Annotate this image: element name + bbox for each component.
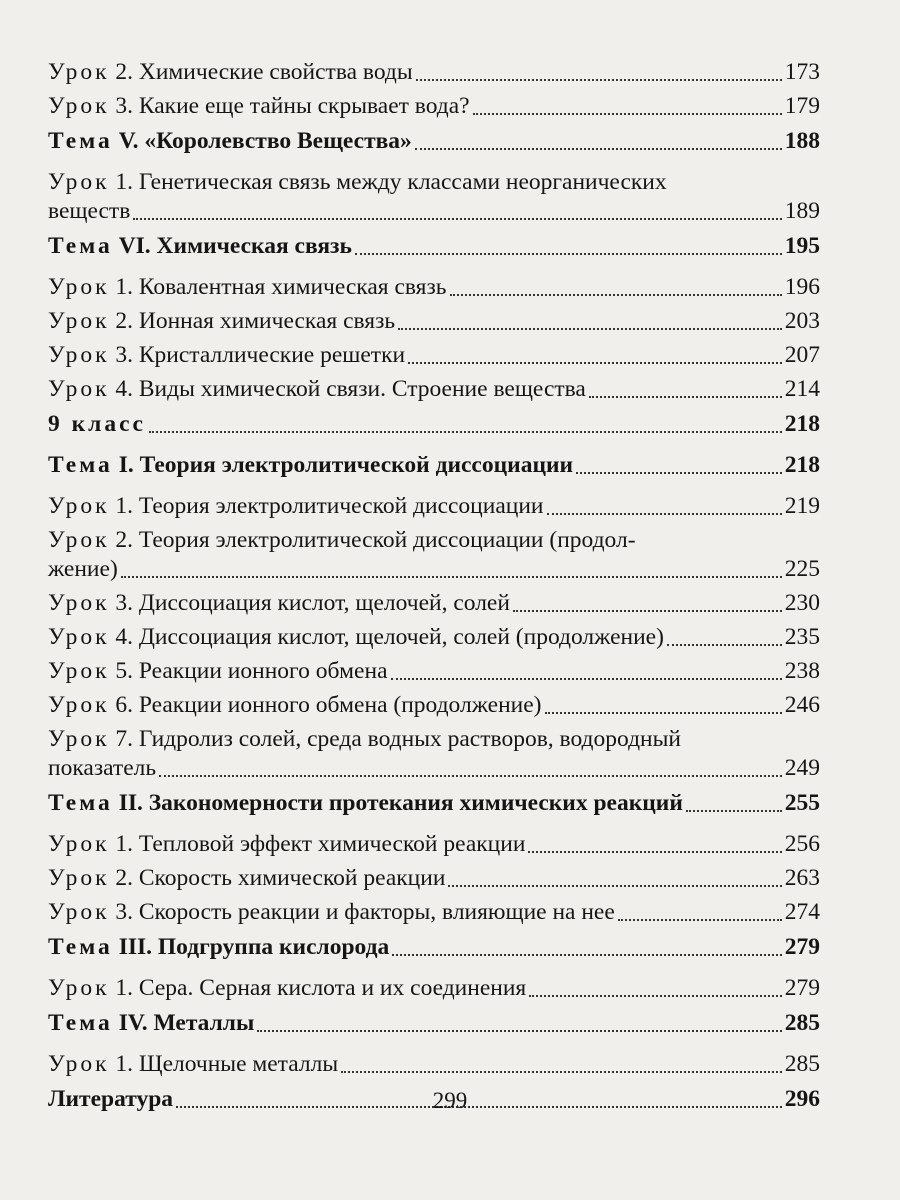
dot-leader xyxy=(545,712,782,714)
dot-leader xyxy=(355,253,782,255)
toc-lesson-entry xyxy=(48,492,820,521)
toc-entry-title xyxy=(48,691,542,720)
toc-entry-title xyxy=(48,341,405,370)
toc-entry-title xyxy=(48,898,615,927)
toc-entry-prefix: Урок xyxy=(48,342,110,368)
dot-leader xyxy=(618,919,782,921)
toc-entry-prefix: Урок xyxy=(48,624,110,650)
toc-lesson-entry xyxy=(48,168,820,226)
toc-entry-title xyxy=(48,726,681,752)
toc-entry-text: 2. Химические свойства воды xyxy=(115,59,413,85)
toc-entry-prefix: Урок xyxy=(48,93,110,119)
toc-entry-text: 3. Какие еще тайны скрывает вода? xyxy=(115,93,470,119)
dot-leader xyxy=(392,954,782,956)
toc-entry-title xyxy=(48,169,667,195)
toc-entry-prefix: Урок xyxy=(48,376,110,402)
toc-entry-title xyxy=(48,864,445,893)
dot-leader xyxy=(450,294,782,296)
toc-lesson-entry xyxy=(48,526,820,584)
toc-entry-text: 1. Тепловой эффект химической реакции xyxy=(115,831,526,857)
toc-lesson-entry xyxy=(48,623,820,652)
toc-entry-line xyxy=(48,555,820,584)
toc-entry-text: 1. Ковалентная химическая связь xyxy=(115,274,447,300)
toc-entry-text: 2. Скорость химической реакции xyxy=(115,865,446,891)
toc-entry-text: 6. Реакции ионного обмена (продолжение) xyxy=(115,692,542,718)
toc-page-number: 285 xyxy=(784,1051,820,1077)
dot-leader xyxy=(133,218,781,220)
toc-lesson-entry xyxy=(48,974,820,1003)
toc-lesson-entry xyxy=(48,341,820,370)
toc-section-heading xyxy=(48,1009,820,1038)
toc-page-number: 279 xyxy=(784,934,820,960)
toc-entry-prefix: Урок xyxy=(48,975,110,1001)
toc-page-number: 195 xyxy=(784,233,820,259)
toc-page-number: 219 xyxy=(784,493,820,519)
toc-lesson-entry xyxy=(48,92,820,121)
dot-leader xyxy=(159,775,782,777)
toc-lesson-entry xyxy=(48,273,820,302)
toc-entry-title xyxy=(48,232,352,261)
toc-entry-title xyxy=(48,410,146,439)
dot-leader xyxy=(257,1030,781,1032)
toc-page-number: 296 xyxy=(784,1086,820,1112)
toc-entry-title xyxy=(48,492,544,521)
toc-entry-prefix: Урок xyxy=(48,831,110,857)
toc-lesson-entry xyxy=(48,589,820,618)
toc-entry-prefix: Урок xyxy=(48,59,110,85)
toc-entry-text: показатель xyxy=(48,755,157,781)
toc-entry-text: 3. Кристаллические решетки xyxy=(115,342,406,368)
toc-page-number: 207 xyxy=(784,342,820,368)
toc-entry-line xyxy=(48,197,820,226)
toc-page-number: 255 xyxy=(784,790,820,816)
toc-entry-title xyxy=(48,58,413,87)
toc-entry-title xyxy=(48,589,510,618)
toc-entry-prefix: Урок xyxy=(48,169,110,195)
toc-entry-prefix: Урок xyxy=(48,865,110,891)
toc-section-heading xyxy=(48,232,820,261)
toc-page-number: 230 xyxy=(784,590,820,616)
toc-page-number: 279 xyxy=(784,975,820,1001)
toc-lesson-entry xyxy=(48,830,820,859)
toc-entry-text: I. Теория электролитической диссоциации xyxy=(118,452,574,478)
toc-lesson-entry xyxy=(48,898,820,927)
toc-entry-prefix: Тема xyxy=(48,1010,113,1036)
toc-entry-prefix: Урок xyxy=(48,274,110,300)
toc-section-heading xyxy=(48,933,820,962)
toc-entry-text: 4. Диссоциация кислот, щелочей, солей (продолжение) xyxy=(115,624,664,650)
dot-leader xyxy=(416,79,782,81)
toc-entry-text: 2. Ионная химическая связь xyxy=(115,308,396,334)
toc-lesson-entry xyxy=(48,725,820,783)
toc-entry-prefix: Тема xyxy=(48,452,113,478)
page-number: 299 xyxy=(432,1088,468,1113)
toc-section-heading xyxy=(48,127,820,156)
table-of-contents xyxy=(48,58,820,1126)
toc-entry-text: IV. Металлы xyxy=(118,1010,255,1036)
toc-entry-text: 1. Генетическая связь между классами неорганических xyxy=(115,169,667,195)
toc-entry-prefix: Урок xyxy=(48,726,110,752)
toc-page-number: 225 xyxy=(784,556,820,582)
dot-leader xyxy=(513,610,782,612)
toc-page-number: 179 xyxy=(784,93,820,119)
toc-entry-prefix: Урок xyxy=(48,527,110,553)
toc-entry-title xyxy=(48,1009,254,1038)
toc-section-heading xyxy=(48,451,820,480)
toc-entry-prefix: 9 класс xyxy=(48,411,146,437)
toc-page-number: 263 xyxy=(784,865,820,891)
toc-lesson-entry xyxy=(48,864,820,893)
dot-leader xyxy=(121,576,782,578)
toc-entry-title xyxy=(48,974,526,1003)
toc-entry-title xyxy=(48,273,447,302)
dot-leader xyxy=(547,513,782,515)
dot-leader xyxy=(149,431,782,433)
toc-page-number: 249 xyxy=(784,755,820,781)
toc-entry-text: 7. Гидролиз солей, среда водных растворов, водородный xyxy=(115,726,681,752)
toc-entry-line xyxy=(48,526,820,555)
toc-entry-text: II. Закономерности протекания химических реакций xyxy=(118,790,683,816)
toc-entry-prefix: Тема xyxy=(48,128,113,154)
dot-leader xyxy=(667,644,782,646)
toc-entry-prefix: Урок xyxy=(48,692,110,718)
toc-page-number: 285 xyxy=(784,1010,820,1036)
toc-page-number: 188 xyxy=(784,128,820,154)
toc-section-heading xyxy=(48,789,820,818)
toc-entry-prefix: Урок xyxy=(48,590,110,616)
toc-entry-text: III. Подгруппа кислорода xyxy=(118,934,390,960)
toc-entry-prefix: Урок xyxy=(48,899,110,925)
toc-entry-text: 1. Щелочные металлы xyxy=(115,1051,339,1077)
dot-leader xyxy=(398,328,782,330)
toc-entry-line xyxy=(48,754,820,783)
dot-leader xyxy=(529,995,782,997)
toc-entry-prefix: Урок xyxy=(48,1051,110,1077)
dot-leader xyxy=(686,810,782,812)
dot-leader xyxy=(408,362,782,364)
toc-entry-prefix: Тема xyxy=(48,790,113,816)
toc-entry-title xyxy=(48,830,525,859)
toc-entry-text: Литература xyxy=(48,1086,174,1112)
toc-entry-text: V. «Королевство Вещества» xyxy=(118,128,412,154)
toc-entry-line xyxy=(48,168,820,197)
dot-leader xyxy=(589,396,782,398)
toc-entry-title xyxy=(48,375,586,404)
toc-entry-prefix: Урок xyxy=(48,308,110,334)
toc-entry-text: жение) xyxy=(48,556,118,582)
toc-entry-title xyxy=(48,127,412,156)
toc-entry-title xyxy=(48,623,664,652)
dot-leader xyxy=(341,1071,782,1073)
toc-entry-text: 1. Теория электролитической диссоциации xyxy=(115,493,544,519)
toc-entry-text: VI. Химическая связь xyxy=(118,233,352,259)
toc-page-number: 256 xyxy=(784,831,820,857)
toc-entry-text: 1. Сера. Серная кислота и их соединения xyxy=(115,975,527,1001)
toc-entry-title xyxy=(48,789,683,818)
toc-entry-text: веществ xyxy=(48,198,131,224)
toc-entry-title xyxy=(48,1050,338,1079)
toc-lesson-entry xyxy=(48,375,820,404)
toc-entry-title xyxy=(48,92,470,121)
toc-lesson-entry xyxy=(48,691,820,720)
toc-lesson-entry xyxy=(48,58,820,87)
toc-entry-prefix: Тема xyxy=(48,233,113,259)
toc-entry-title xyxy=(48,307,395,336)
toc-entry-title xyxy=(48,933,389,962)
toc-entry-prefix: Тема xyxy=(48,934,113,960)
toc-page-number: 274 xyxy=(784,899,820,925)
toc-lesson-entry xyxy=(48,1050,820,1079)
toc-lesson-entry xyxy=(48,307,820,336)
toc-entry-text: 2. Теория электролитической диссоциации (продол- xyxy=(115,527,636,553)
toc-page-number: 246 xyxy=(784,692,820,718)
toc-entry-title xyxy=(48,657,388,686)
toc-page-number: 203 xyxy=(784,308,820,334)
toc-entry-line xyxy=(48,725,820,754)
toc-section-heading xyxy=(48,410,820,439)
toc-entry-title xyxy=(48,451,573,480)
toc-entry-text: 5. Реакции ионного обмена xyxy=(115,658,388,684)
toc-page-number: 196 xyxy=(784,274,820,300)
toc-page-number: 173 xyxy=(784,59,820,85)
toc-page-number: 214 xyxy=(784,376,820,402)
toc-page-number: 189 xyxy=(784,198,820,224)
toc-entry-text: 3. Скорость реакции и факторы, влияющие на нее xyxy=(115,899,615,925)
toc-page-number: 218 xyxy=(784,411,820,437)
toc-page-number: 238 xyxy=(784,658,820,684)
dot-leader xyxy=(391,678,782,680)
toc-entry-prefix: Урок xyxy=(48,658,110,684)
toc-page-number: 235 xyxy=(784,624,820,650)
toc-entry-prefix: Урок xyxy=(48,493,110,519)
toc-page-number: 218 xyxy=(784,452,820,478)
dot-leader xyxy=(576,472,782,474)
toc-entry-text: 4. Виды химической связи. Строение вещества xyxy=(115,376,586,402)
toc-lesson-entry xyxy=(48,657,820,686)
toc-entry-text: 3. Диссоциация кислот, щелочей, солей xyxy=(115,590,510,616)
dot-leader xyxy=(448,885,781,887)
dot-leader xyxy=(415,148,782,150)
toc-entry-title xyxy=(48,527,636,553)
dot-leader xyxy=(473,113,782,115)
dot-leader xyxy=(528,851,781,853)
